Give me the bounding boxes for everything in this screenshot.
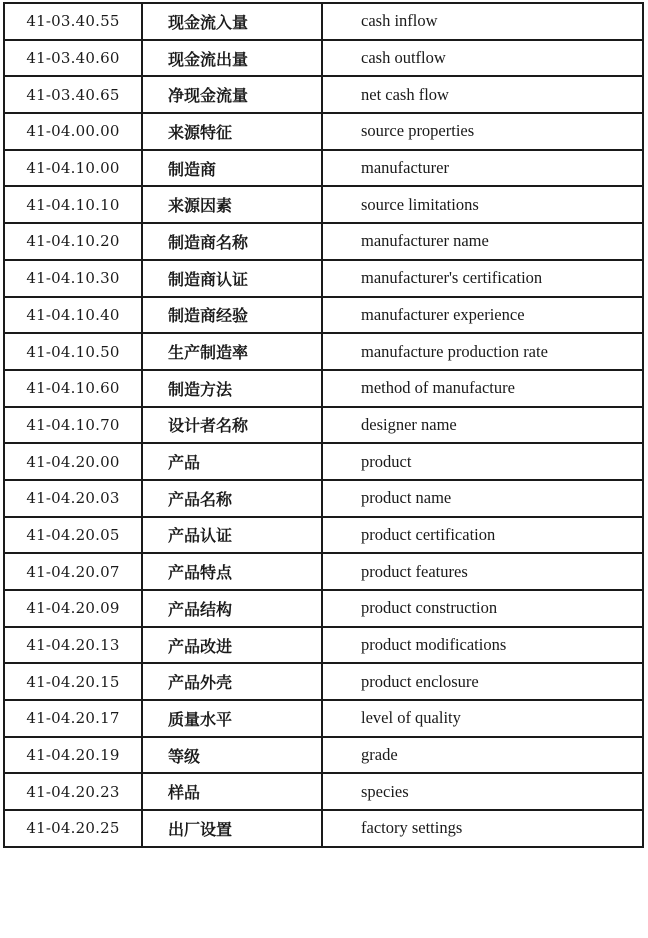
term-chinese: 生产制造率 xyxy=(142,333,322,370)
table-row xyxy=(4,590,643,627)
term-chinese: 样品 xyxy=(142,773,322,810)
term-chinese: 产品外壳 xyxy=(142,663,322,700)
table-row xyxy=(4,40,643,77)
term-chinese: 制造商经验 xyxy=(142,297,322,334)
term-code: 41-04.20.25 xyxy=(4,810,142,847)
table-row xyxy=(4,370,643,407)
term-english: manufacturer's certification xyxy=(322,260,643,297)
term-english: designer name xyxy=(322,407,643,444)
term-chinese: 制造方法 xyxy=(142,370,322,407)
term-code: 41-04.10.30 xyxy=(4,260,142,297)
term-english: manufacture production rate xyxy=(322,333,643,370)
term-code: 41-04.10.40 xyxy=(4,297,142,334)
term-code: 41-04.10.00 xyxy=(4,150,142,187)
term-chinese: 产品改进 xyxy=(142,627,322,664)
term-chinese: 产品 xyxy=(142,443,322,480)
terminology-table-container xyxy=(3,2,644,848)
term-code: 41-04.20.03 xyxy=(4,480,142,517)
term-code: 41-04.10.50 xyxy=(4,333,142,370)
table-row xyxy=(4,333,643,370)
term-chinese: 制造商名称 xyxy=(142,223,322,260)
table-row xyxy=(4,297,643,334)
term-code: 41-04.00.00 xyxy=(4,113,142,150)
table-row xyxy=(4,810,643,847)
term-code: 41-03.40.55 xyxy=(4,3,142,40)
term-chinese: 净现金流量 xyxy=(142,76,322,113)
table-row xyxy=(4,480,643,517)
term-code: 41-04.20.15 xyxy=(4,663,142,700)
term-english: level of quality xyxy=(322,700,643,737)
term-english: net cash flow xyxy=(322,76,643,113)
table-row xyxy=(4,260,643,297)
table-row xyxy=(4,737,643,774)
term-english: manufacturer name xyxy=(322,223,643,260)
table-row xyxy=(4,113,643,150)
term-code: 41-04.20.17 xyxy=(4,700,142,737)
table-row xyxy=(4,553,643,590)
table-row xyxy=(4,186,643,223)
term-code: 41-04.20.09 xyxy=(4,590,142,627)
term-english: manufacturer xyxy=(322,150,643,187)
table-row xyxy=(4,150,643,187)
term-chinese: 现金流出量 xyxy=(142,40,322,77)
term-english: grade xyxy=(322,737,643,774)
table-row xyxy=(4,3,643,40)
table-row xyxy=(4,700,643,737)
table-row xyxy=(4,443,643,480)
term-chinese: 现金流入量 xyxy=(142,3,322,40)
table-row xyxy=(4,76,643,113)
term-chinese: 来源因素 xyxy=(142,186,322,223)
table-row xyxy=(4,663,643,700)
term-code: 41-04.20.05 xyxy=(4,517,142,554)
term-english: manufacturer experience xyxy=(322,297,643,334)
term-code: 41-04.10.10 xyxy=(4,186,142,223)
term-code: 41-04.10.20 xyxy=(4,223,142,260)
term-english: product xyxy=(322,443,643,480)
term-english: product construction xyxy=(322,590,643,627)
table-row xyxy=(4,773,643,810)
table-row xyxy=(4,407,643,444)
term-english: product certification xyxy=(322,517,643,554)
term-english: product modifications xyxy=(322,627,643,664)
term-chinese: 产品结构 xyxy=(142,590,322,627)
term-code: 41-04.10.60 xyxy=(4,370,142,407)
term-chinese: 质量水平 xyxy=(142,700,322,737)
table-body xyxy=(4,3,643,847)
term-chinese: 等级 xyxy=(142,737,322,774)
terminology-table xyxy=(3,2,644,848)
term-code: 41-04.20.00 xyxy=(4,443,142,480)
term-chinese: 来源特征 xyxy=(142,113,322,150)
table-row xyxy=(4,223,643,260)
term-code: 41-03.40.65 xyxy=(4,76,142,113)
term-chinese: 制造商 xyxy=(142,150,322,187)
term-english: factory settings xyxy=(322,810,643,847)
term-english: cash outflow xyxy=(322,40,643,77)
term-code: 41-04.20.13 xyxy=(4,627,142,664)
term-chinese: 产品名称 xyxy=(142,480,322,517)
table-row xyxy=(4,627,643,664)
term-english: method of manufacture xyxy=(322,370,643,407)
term-english: species xyxy=(322,773,643,810)
term-chinese: 出厂设置 xyxy=(142,810,322,847)
term-english: cash inflow xyxy=(322,3,643,40)
term-code: 41-04.20.23 xyxy=(4,773,142,810)
term-chinese: 制造商认证 xyxy=(142,260,322,297)
table-row xyxy=(4,517,643,554)
term-chinese: 设计者名称 xyxy=(142,407,322,444)
term-code: 41-04.20.19 xyxy=(4,737,142,774)
term-english: source limitations xyxy=(322,186,643,223)
term-code: 41-04.10.70 xyxy=(4,407,142,444)
term-code: 41-04.20.07 xyxy=(4,553,142,590)
term-chinese: 产品特点 xyxy=(142,553,322,590)
term-english: source properties xyxy=(322,113,643,150)
term-code: 41-03.40.60 xyxy=(4,40,142,77)
term-chinese: 产品认证 xyxy=(142,517,322,554)
term-english: product enclosure xyxy=(322,663,643,700)
term-english: product features xyxy=(322,553,643,590)
term-english: product name xyxy=(322,480,643,517)
